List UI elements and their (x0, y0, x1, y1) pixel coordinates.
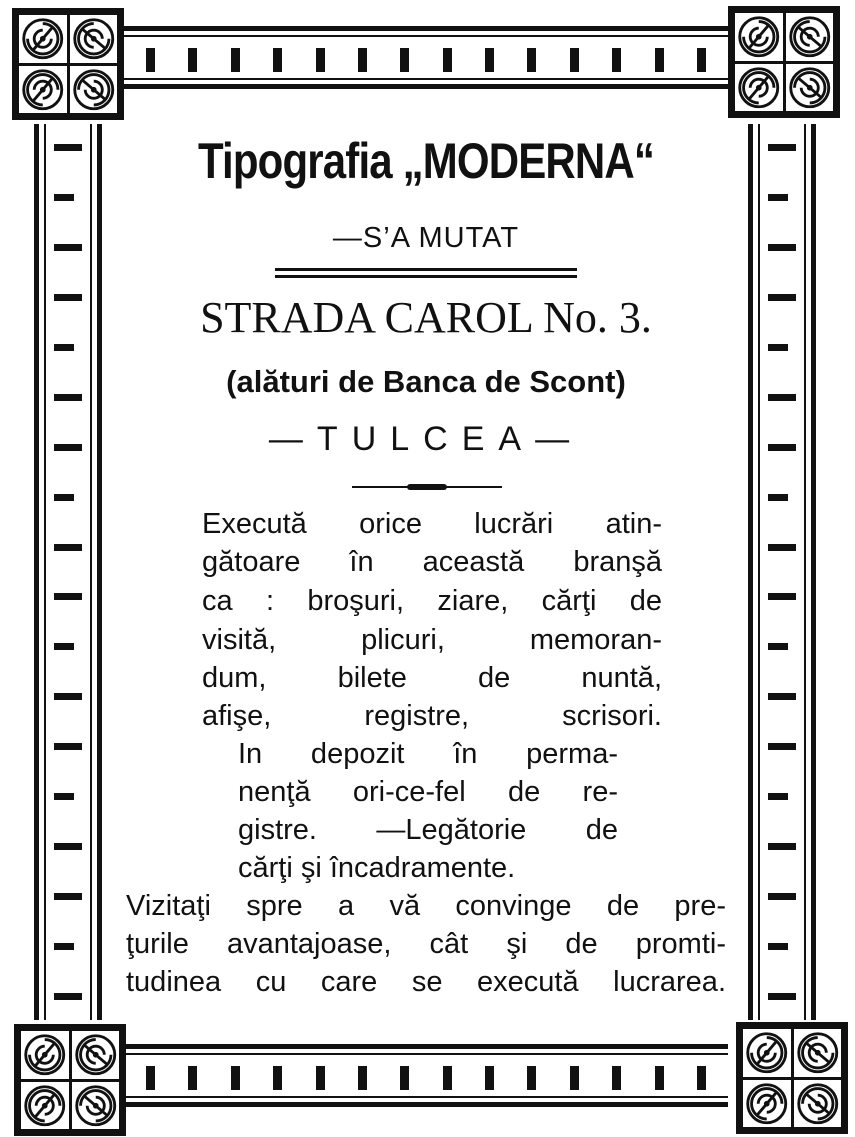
border-tick (768, 843, 796, 850)
street-address: STRADA CAROL No. 3. (200, 293, 652, 342)
bottom-border (124, 1036, 728, 1114)
border-tick (768, 593, 796, 600)
border-tick (273, 48, 282, 72)
corner-top-right (728, 6, 840, 118)
border-tick (768, 144, 796, 151)
ad-title: Tipografia „MODERNA“ (197, 133, 655, 189)
bottom-border-ticks (146, 1066, 706, 1090)
rose-icon (72, 1082, 120, 1130)
border-tick (54, 743, 82, 750)
border-tick (527, 48, 536, 72)
rose-icon (786, 13, 834, 61)
border-tick (231, 48, 240, 72)
border-tick (54, 843, 82, 850)
body-line: afişe, registre, scrisori. (202, 700, 662, 732)
landmark-note: (alături de Banca de Scont) (226, 364, 626, 399)
border-tick (54, 244, 82, 251)
city-name: —TULCEA— (268, 420, 584, 458)
border-tick (768, 943, 788, 950)
border-tick (443, 1066, 452, 1090)
body-line: ca : broşuri, ziare, cărţi de (202, 585, 662, 617)
border-tick (54, 344, 74, 351)
border-tick (231, 1066, 240, 1090)
border-tick (54, 544, 82, 551)
border-tick (400, 48, 409, 72)
rose-icon (786, 64, 834, 112)
border-tick (570, 48, 579, 72)
border-tick (527, 1066, 536, 1090)
rose-icon (794, 1029, 842, 1077)
border-tick (54, 693, 82, 700)
border-tick (54, 893, 82, 900)
border-tick (485, 48, 494, 72)
rose-icon (794, 1080, 842, 1128)
border-tick (768, 344, 788, 351)
border-tick (54, 943, 74, 950)
border-tick (768, 444, 796, 451)
left-border-ticks (54, 144, 82, 1000)
border-tick (768, 544, 796, 551)
body-line: visită, plicuri, memoran- (202, 624, 662, 656)
body-line: ţurile avantajoase, cât şi de promti- (126, 928, 726, 960)
border-tick (697, 48, 706, 72)
border-tick (316, 1066, 325, 1090)
border-tick (358, 1066, 367, 1090)
left-border (34, 124, 108, 1020)
rose-icon (735, 13, 783, 61)
body-line: cărţi şi încadramente. (238, 852, 516, 884)
right-border-ticks (768, 144, 796, 1000)
border-tick (54, 444, 82, 451)
top-border (124, 18, 728, 96)
corner-bottom-left (14, 1024, 126, 1136)
border-tick (697, 1066, 706, 1090)
border-tick (768, 993, 796, 1000)
border-tick (443, 48, 452, 72)
border-tick (485, 1066, 494, 1090)
border-tick (768, 693, 796, 700)
border-tick (655, 1066, 664, 1090)
border-tick (54, 593, 82, 600)
border-tick (54, 643, 74, 650)
body-line: tudinea cu care se execută lucrarea. (126, 966, 726, 998)
border-tick (768, 194, 788, 201)
rose-icon (735, 64, 783, 112)
top-border-ticks (146, 48, 706, 72)
divider-ornament (352, 484, 502, 490)
border-tick (54, 793, 74, 800)
rose-icon (72, 1031, 120, 1079)
border-tick (612, 48, 621, 72)
border-tick (146, 48, 155, 72)
rose-icon (21, 1082, 69, 1130)
border-tick (400, 1066, 409, 1090)
rose-icon (19, 15, 67, 63)
border-tick (612, 1066, 621, 1090)
border-tick (768, 394, 796, 401)
rose-icon (70, 66, 118, 114)
body-line: gistre. —Legătorie de (238, 814, 618, 846)
moved-notice: —S’A MUTAT (332, 222, 520, 254)
border-tick (358, 48, 367, 72)
border-tick (316, 48, 325, 72)
border-tick (768, 743, 796, 750)
border-tick (768, 893, 796, 900)
border-tick (54, 993, 82, 1000)
border-tick (273, 1066, 282, 1090)
body-line: In depozit în perma- (238, 738, 618, 770)
body-line: dum, bilete de nuntă, (202, 662, 662, 694)
border-tick (570, 1066, 579, 1090)
body-line: nenţă ori-ce-fel de re- (238, 776, 618, 808)
rose-icon (743, 1080, 791, 1128)
border-tick (768, 643, 788, 650)
right-border (748, 124, 822, 1020)
border-tick (188, 1066, 197, 1090)
double-rule (275, 268, 577, 278)
border-tick (768, 294, 796, 301)
body-line: Vizitaţi spre a vă convinge de pre- (126, 890, 726, 922)
border-tick (54, 144, 82, 151)
rose-icon (21, 1031, 69, 1079)
body-line: Execută orice lucrări atin- (202, 508, 662, 540)
border-tick (146, 1066, 155, 1090)
border-tick (768, 793, 788, 800)
rose-icon (70, 15, 118, 63)
border-tick (188, 48, 197, 72)
rose-icon (743, 1029, 791, 1077)
corner-bottom-right (736, 1022, 848, 1134)
border-tick (54, 194, 74, 201)
border-tick (54, 494, 74, 501)
body-line: gătoare în această branşă (202, 546, 662, 578)
border-tick (655, 48, 664, 72)
corner-top-left (12, 8, 124, 120)
border-tick (54, 294, 82, 301)
border-tick (54, 394, 82, 401)
border-tick (768, 494, 788, 501)
rose-icon (19, 66, 67, 114)
border-tick (768, 244, 796, 251)
